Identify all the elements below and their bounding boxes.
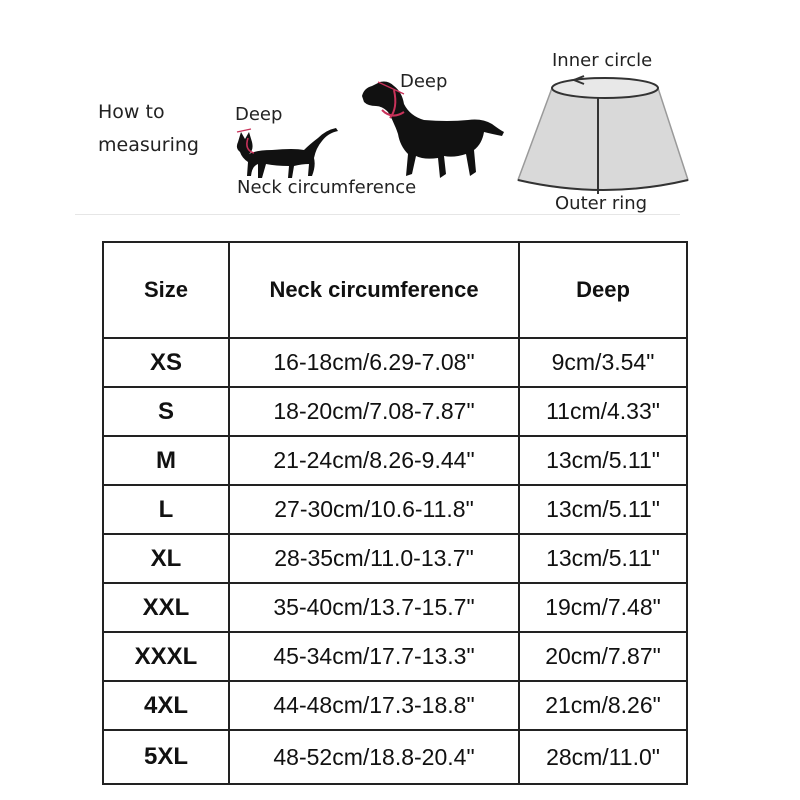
neck-circumference-label: Neck circumference: [237, 177, 417, 198]
cat-silhouette-icon: [232, 120, 344, 180]
deep-cell: 13cm/5.11": [519, 485, 687, 534]
size-cell: XXL: [103, 583, 229, 632]
deep-cell: 13cm/5.11": [519, 534, 687, 583]
table-header-row: [103, 242, 687, 338]
header-neck-circumference: Neck circumference: [229, 242, 519, 338]
size-cell: 4XL: [103, 681, 229, 730]
neck-cell: 16-18cm/6.29-7.08": [229, 338, 519, 387]
table-row: [103, 485, 687, 534]
dog-deep-label: Deep: [400, 71, 448, 92]
deep-cell: 19cm/7.48": [519, 583, 687, 632]
size-cell: XS: [103, 338, 229, 387]
dog-silhouette-icon: [358, 72, 506, 184]
measuring-guide: [0, 0, 800, 225]
deep-cell: 11cm/4.33": [519, 387, 687, 436]
table-row: [103, 681, 687, 730]
table-row: [103, 730, 687, 784]
cat-deep-label: Deep: [235, 104, 283, 125]
neck-cell: 27-30cm/10.6-11.8": [229, 485, 519, 534]
table-row: [103, 436, 687, 485]
inner-circle-label: Inner circle: [552, 50, 653, 71]
cone-collar-icon: [512, 68, 692, 198]
size-cell: XXXL: [103, 632, 229, 681]
guide-title: How to measuring: [98, 101, 199, 156]
neck-cell: 45-34cm/17.7-13.3": [229, 632, 519, 681]
neck-cell: 35-40cm/13.7-15.7": [229, 583, 519, 632]
deep-cell: 21cm/8.26": [519, 681, 687, 730]
neck-cell: 48-52cm/18.8-20.4": [229, 730, 519, 784]
neck-cell: 18-20cm/7.08-7.87": [229, 387, 519, 436]
header-size: Size: [103, 242, 229, 338]
size-chart-table: [102, 241, 688, 785]
size-cell: S: [103, 387, 229, 436]
neck-cell: 44-48cm/17.3-18.8": [229, 681, 519, 730]
header-deep: Deep: [519, 242, 687, 338]
neck-cell: 28-35cm/11.0-13.7": [229, 534, 519, 583]
table-row: [103, 632, 687, 681]
deep-cell: 9cm/3.54": [519, 338, 687, 387]
table-row: [103, 583, 687, 632]
size-cell: L: [103, 485, 229, 534]
table-row: [103, 387, 687, 436]
neck-cell: 21-24cm/8.26-9.44": [229, 436, 519, 485]
deep-cell: 28cm/11.0": [519, 730, 687, 784]
size-cell: 5XL: [103, 730, 229, 784]
size-cell: XL: [103, 534, 229, 583]
header-divider: [75, 214, 680, 215]
size-cell: M: [103, 436, 229, 485]
outer-ring-label: Outer ring: [555, 193, 648, 214]
deep-cell: 20cm/7.87": [519, 632, 687, 681]
table-row: [103, 534, 687, 583]
table-row: [103, 338, 687, 387]
deep-cell: 13cm/5.11": [519, 436, 687, 485]
